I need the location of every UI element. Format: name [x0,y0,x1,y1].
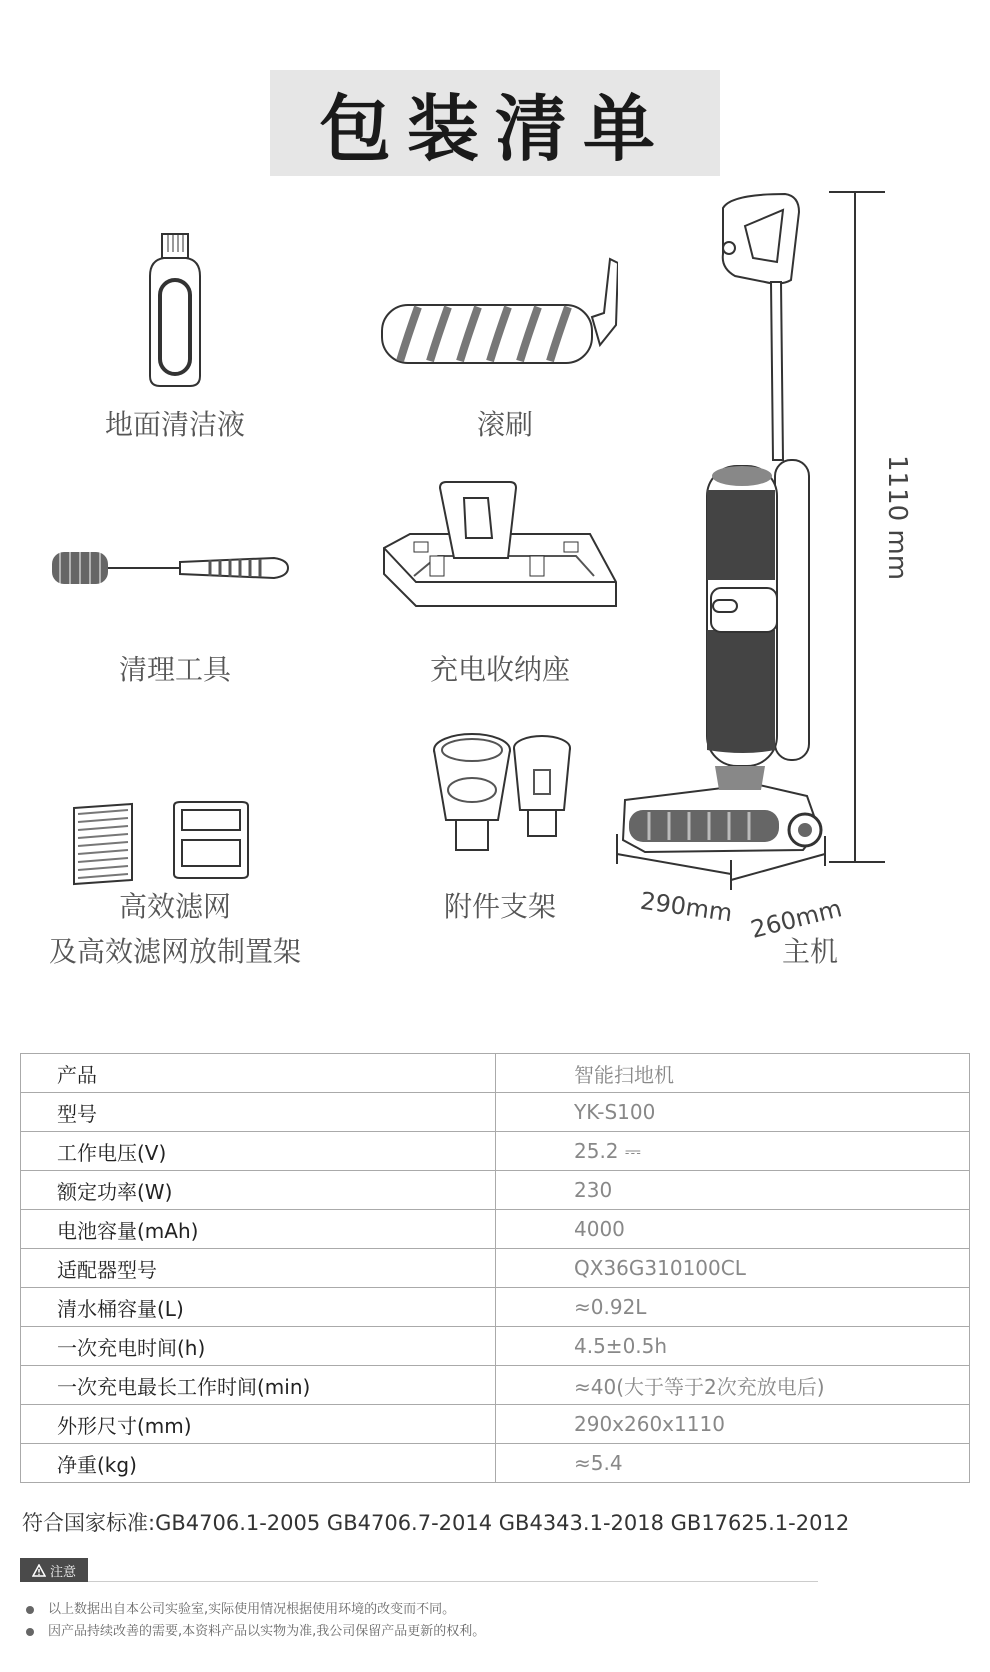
spec-value: ≈5.4 [496,1444,970,1483]
table-row [21,1366,970,1405]
table-row [21,1327,970,1366]
spec-key: 产品 [21,1054,496,1093]
spec-key: 型号 [21,1093,496,1132]
label-main-unit: 主机 [781,935,838,968]
spec-value: ≈0.92L [496,1288,970,1327]
notice-divider [88,1581,818,1582]
label-hepa-filter-holder: 及高效滤网放制置架 [48,935,301,968]
notice-item: 因产品持续改善的需要,本资料产品以实物为准,我公司保留产品更新的权利。 [26,1620,485,1639]
spec-key: 额定功率(W) [21,1171,496,1210]
table-row [21,1132,970,1171]
spec-key: 工作电压(V) [21,1132,496,1171]
national-standards-text: 符合国家标准:GB4706.1-2005 GB4706.7-2014 GB4343.1-2018 GB17625.1-2012 [22,1511,850,1535]
depth-dimension-label: 290mm [638,886,735,928]
page-title: 包装清单 [318,87,671,171]
label-charging-dock: 充电收纳座 [429,653,570,686]
spec-key: 适配器型号 [21,1249,496,1288]
table-row [21,1171,970,1210]
table-row [21,1444,970,1483]
spec-value: 25.2 ⎓ [496,1132,970,1171]
table-row [21,1288,970,1327]
notice-badge [20,1558,88,1582]
spec-key: 净重(kg) [21,1444,496,1483]
warning-triangle-icon [32,1564,46,1577]
label-cleaning-tool: 清理工具 [118,653,231,686]
main-unit-vacuum-icon [615,190,845,890]
bullet-icon [26,1628,34,1636]
spec-value: QX36G310100CL [496,1249,970,1288]
table-row [21,1054,970,1093]
width-dimension-label: 260mm [747,894,845,944]
height-dimension-label: 1110 mm [882,455,912,581]
spec-value: 智能扫地机 [496,1054,970,1093]
page-title-box [270,70,720,176]
spec-value: 230 [496,1171,970,1210]
charging-dock-icon [380,478,620,638]
spec-value: 4000 [496,1210,970,1249]
label-accessory-holder: 附件支架 [443,890,556,923]
label-roller-brush: 滚刷 [476,408,533,441]
spec-key: 一次充电时间(h) [21,1327,496,1366]
height-dimension-line [825,190,885,865]
cleaning-tool-icon [50,548,290,588]
accessory-holder-icon [430,730,580,860]
base-dimension-lines [615,830,835,895]
spec-value: 290x260x1110 [496,1405,970,1444]
table-row [21,1249,970,1288]
spec-table [20,1053,970,1483]
spec-value: YK-S100 [496,1093,970,1132]
table-row [21,1210,970,1249]
bullet-icon [26,1606,34,1614]
spec-value: ≈40(大于等于2次充放电后) [496,1366,970,1405]
label-hepa-filter: 高效滤网 [118,890,231,923]
spec-key: 电池容量(mAh) [21,1210,496,1249]
label-cleaning-solution: 地面清洁液 [104,408,245,441]
hepa-filter-icon [70,800,275,890]
roller-brush-icon [378,255,618,370]
table-row [21,1405,970,1444]
spec-key: 外形尺寸(mm) [21,1405,496,1444]
spec-key: 清水桶容量(L) [21,1288,496,1327]
spec-key: 一次充电最长工作时间(min) [21,1366,496,1405]
table-row [21,1093,970,1132]
spec-value: 4.5±0.5h [496,1327,970,1366]
notice-label: 注意 [49,1564,76,1580]
cleaning-solution-bottle-icon [140,230,210,390]
notice-item: 以上数据出自本公司实验室,实际使用情况根据使用环境的改变而不同。 [26,1598,455,1617]
